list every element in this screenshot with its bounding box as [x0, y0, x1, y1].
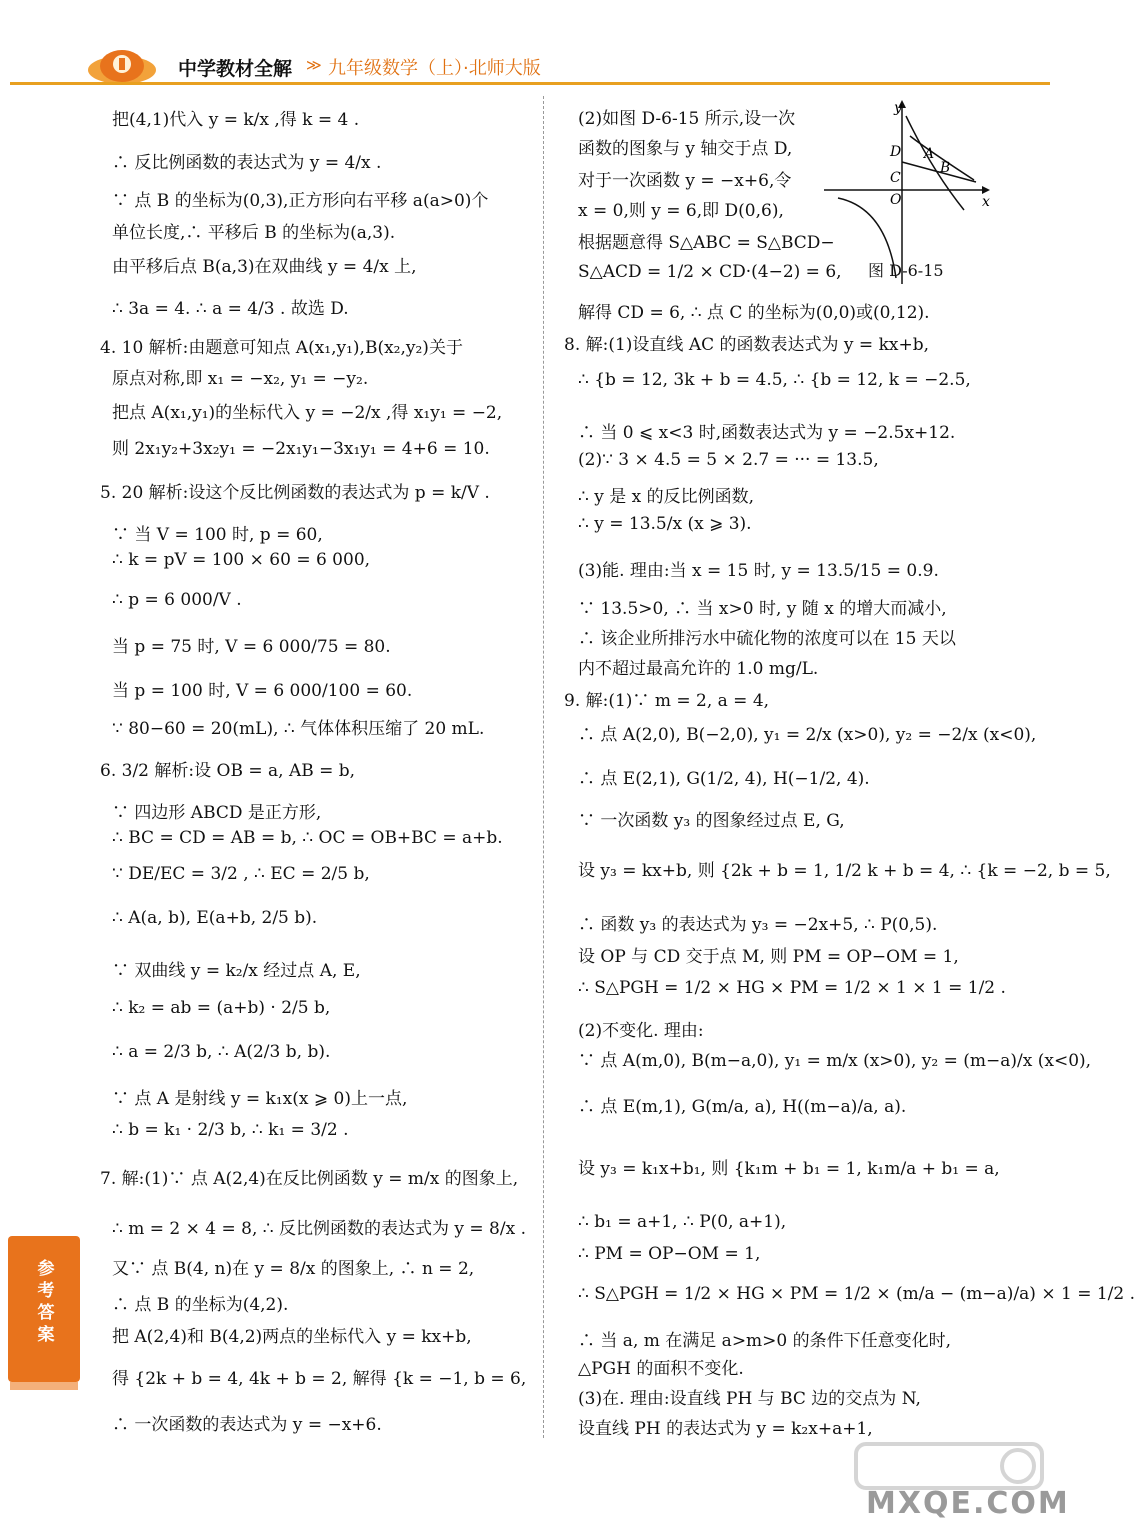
answer-4-line: 4. 10 解析:由题意可知点 A(x₁,y₁),B(x₂,y₂)关于 — [100, 338, 463, 358]
text-line: (2)∵ 3 × 4.5 = 5 × 2.7 = ··· = 13.5, — [578, 450, 879, 470]
text-line: ∴ 一次函数的表达式为 y = −x+6. — [112, 1415, 382, 1435]
text-line: ∴ 该企业所排污水中硫化物的浓度可以在 15 天以 — [578, 629, 956, 649]
label-b: B — [940, 160, 951, 176]
book-logo-icon — [86, 40, 158, 86]
text-line: 设 OP 与 CD 交于点 M, 则 PM = OP−OM = 1, — [578, 947, 959, 967]
text-line: ∴ y = 13.5/x (x ⩾ 3). — [578, 514, 752, 534]
text-line: ∵ 点 A 是射线 y = k₁x(x ⩾ 0)上一点, — [112, 1089, 408, 1109]
text-line: ∴ y 是 x 的反比例函数, — [578, 487, 755, 507]
text-line: 单位长度,∴ 平移后 B 的坐标为(a,3). — [112, 223, 396, 243]
text-line: 函数的图象与 y 轴交于点 D, — [578, 139, 793, 159]
text-line: ∴ 点 B 的坐标为(4,2). — [112, 1295, 289, 1315]
label-c: C — [890, 170, 901, 186]
text-line: ∴ S△PGH = 1/2 × HG × PM = 1/2 × (m/a − (m−a)/a) × 1 = 1/2 . — [578, 1284, 1135, 1304]
text-line: ∴ k₂ = ab = (a+b) · 2/5 b, — [112, 998, 331, 1018]
text-line: ∴ A(a, b), E(a+b, 2/5 b). — [112, 908, 318, 928]
figure-caption: 图 D-6-15 — [868, 261, 944, 280]
text-line: ∵ 双曲线 y = k₂/x 经过点 A, E, — [112, 961, 361, 981]
x-axis-arrow — [982, 186, 990, 194]
text-line: 又∵ 点 B(4, n)在 y = 8/x 的图象上, ∴ n = 2, — [112, 1259, 475, 1279]
text-line: △PGH 的面积不变化. — [578, 1359, 744, 1379]
text-line: 把 A(2,4)和 B(4,2)两点的坐标代入 y = kx+b, — [112, 1327, 472, 1347]
tab-stripe — [10, 1382, 78, 1390]
text-line: 当 p = 100 时, V = 6 000/100 = 60. — [112, 681, 413, 701]
answer-section-label: 参考答案 — [37, 1259, 55, 1345]
text-line: ∴ 反比例函数的表达式为 y = 4/x . — [112, 153, 382, 173]
text-line: ∴ 当 0 ⩽ x<3 时,函数表达式为 y = −2.5x+12. — [578, 423, 956, 443]
text-line: ∴ PM = OP−OM = 1, — [578, 1244, 761, 1264]
text-line: ∵ 四边形 ABCD 是正方形, — [112, 803, 322, 823]
text-line: 解得 CD = 6, ∴ 点 C 的坐标为(0,0)或(0,12). — [578, 303, 930, 323]
text-line: (3)在. 理由:设直线 PH 与 BC 边的交点为 N, — [578, 1389, 921, 1409]
text-line: 内不超过最高允许的 1.0 mg/L. — [578, 659, 819, 679]
text-line: ∴ 3a = 4. ∴ a = 4/3 . 故选 D. — [112, 299, 349, 319]
book-title: 中学教材全解 — [178, 58, 293, 80]
text-line: 根据题意得 S△ABC = S△BCD− — [578, 233, 835, 253]
text-line: ∴ S△PGH = 1/2 × HG × PM = 1/2 × 1 × 1 = 1/2 . — [578, 978, 1006, 998]
label-x: x — [982, 194, 990, 210]
text-line: ∵ 13.5>0, ∴ 当 x>0 时, y 随 x 的增大而减小, — [578, 599, 947, 619]
text-line: (2)不变化. 理由: — [578, 1021, 704, 1041]
watermark-text: MXQE.COM — [866, 1486, 1070, 1521]
answer-8-line: 8. 解:(1)设直线 AC 的函数表达式为 y = kx+b, — [564, 335, 930, 355]
text-line: ∵ 点 B 的坐标为(0,3),正方形向右平移 a(a>0)个 — [112, 191, 489, 211]
text-line: 设 y₃ = kx+b, 则 {2k + b = 1, 1/2 k + b = 4, ∴ {k = −2, b = 5, — [578, 861, 1111, 881]
text-line: 由平移后点 B(a,3)在双曲线 y = 4/x 上, — [112, 257, 417, 277]
text-line: x = 0,则 y = 6,即 D(0,6), — [578, 201, 784, 221]
text-line: ∴ k = pV = 100 × 60 = 6 000, — [112, 550, 371, 570]
text-line: 当 p = 75 时, V = 6 000/75 = 80. — [112, 637, 391, 657]
text-line: ∴ b₁ = a+1, ∴ P(0, a+1), — [578, 1212, 787, 1232]
answer-6-line: 6. 3/2 解析:设 OB = a, AB = b, — [100, 761, 356, 781]
label-a: A — [924, 146, 935, 162]
text-line: ∴ b = k₁ · 2/3 b, ∴ k₁ = 3/2 . — [112, 1120, 349, 1140]
answer-5-line: 5. 20 解析:设这个反比例函数的表达式为 p = k/V . — [100, 483, 490, 503]
text-line: ∴ a = 2/3 b, ∴ A(2/3 b, b). — [112, 1042, 331, 1062]
text-line: S△ACD = 1/2 × CD·(4−2) = 6, — [578, 262, 842, 282]
text-line: ∵ 点 A(m,0), B(m−a,0), y₁ = m/x (x>0), y₂ = (m−a)/x (x<0), — [578, 1051, 1092, 1071]
text-line: ∴ {b = 12, 3k + b = 4.5, ∴ {b = 12, k = −2.5, — [578, 370, 971, 390]
text-line: ∴ p = 6 000/V . — [112, 590, 242, 610]
answer-9-line: 9. 解:(1)∵ m = 2, a = 4, — [564, 691, 770, 711]
text-line: (3)能. 理由:当 x = 15 时, y = 13.5/15 = 0.9. — [578, 561, 939, 581]
text-line: ∴ 点 E(m,1), G(m/a, a), H((m−a)/a, a). — [578, 1097, 907, 1117]
page-header — [0, 0, 1058, 100]
text-line: 设直线 PH 的表达式为 y = k₂x+a+1, — [578, 1419, 873, 1439]
label-y: y — [894, 100, 902, 116]
text-line: 设 y₃ = k₁x+b₁, 则 {k₁m + b₁ = 1, k₁m/a + b₁ = a, — [578, 1159, 1000, 1179]
chevron-icon: ≫ — [306, 56, 322, 74]
label-d: D — [890, 144, 902, 160]
text-line: ∴ 当 a, m 在满足 a>m>0 的条件下任意变化时, — [578, 1331, 952, 1351]
text-line: ∴ BC = CD = AB = b, ∴ OC = OB+BC = a+b. — [112, 828, 503, 848]
text-line: ∵ 80−60 = 20(mL), ∴ 气体体积压缩了 20 mL. — [112, 719, 485, 739]
line-ac — [902, 162, 976, 182]
text-line: 则 2x₁y₂+3x₂y₁ = −2x₁y₁−3x₁y₁ = 4+6 = 10. — [112, 439, 490, 459]
answer-7-line: 7. 解:(1)∵ 点 A(2,4)在反比例函数 y = m/x 的图象上, — [100, 1169, 519, 1189]
column-divider — [543, 96, 544, 1438]
label-o: O — [890, 192, 902, 208]
header-rule — [10, 82, 1050, 85]
text-line: 原点对称,即 x₁ = −x₂, y₁ = −y₂. — [112, 369, 369, 389]
text-line: (2)如图 D-6-15 所示,设一次 — [578, 109, 796, 129]
text-line: ∵ DE/EC = 3/2 , ∴ EC = 2/5 b, — [112, 864, 370, 884]
text-line: ∴ 点 E(2,1), G(1/2, 4), H(−1/2, 4). — [578, 769, 870, 789]
line-ab — [906, 116, 964, 210]
text-line: ∴ m = 2 × 4 = 8, ∴ 反比例函数的表达式为 y = 8/x . — [112, 1219, 526, 1239]
text-line: ∵ 当 V = 100 时, p = 60, — [112, 525, 323, 545]
text-line: ∵ 一次函数 y₃ 的图象经过点 E, G, — [578, 811, 845, 831]
book-subtitle: 九年级数学（上）·北师大版 — [328, 58, 541, 79]
text-line: 得 {2k + b = 4, 4k + b = 2, 解得 {k = −1, b = 6, — [112, 1369, 527, 1389]
text-line: 把点 A(x₁,y₁)的坐标代入 y = −2/x ,得 x₁y₁ = −2, — [112, 403, 503, 423]
text-line: 对于一次函数 y = −x+6,令 — [578, 171, 792, 191]
text-line: ∴ 点 A(2,0), B(−2,0), y₁ = 2/x (x>0), y₂ = −2/x (x<0), — [578, 725, 1037, 745]
text-line: ∴ 函数 y₃ 的表达式为 y₃ = −2x+5, ∴ P(0,5). — [578, 915, 938, 935]
text-line: 把(4,1)代入 y = k/x ,得 k = 4 . — [112, 110, 360, 130]
